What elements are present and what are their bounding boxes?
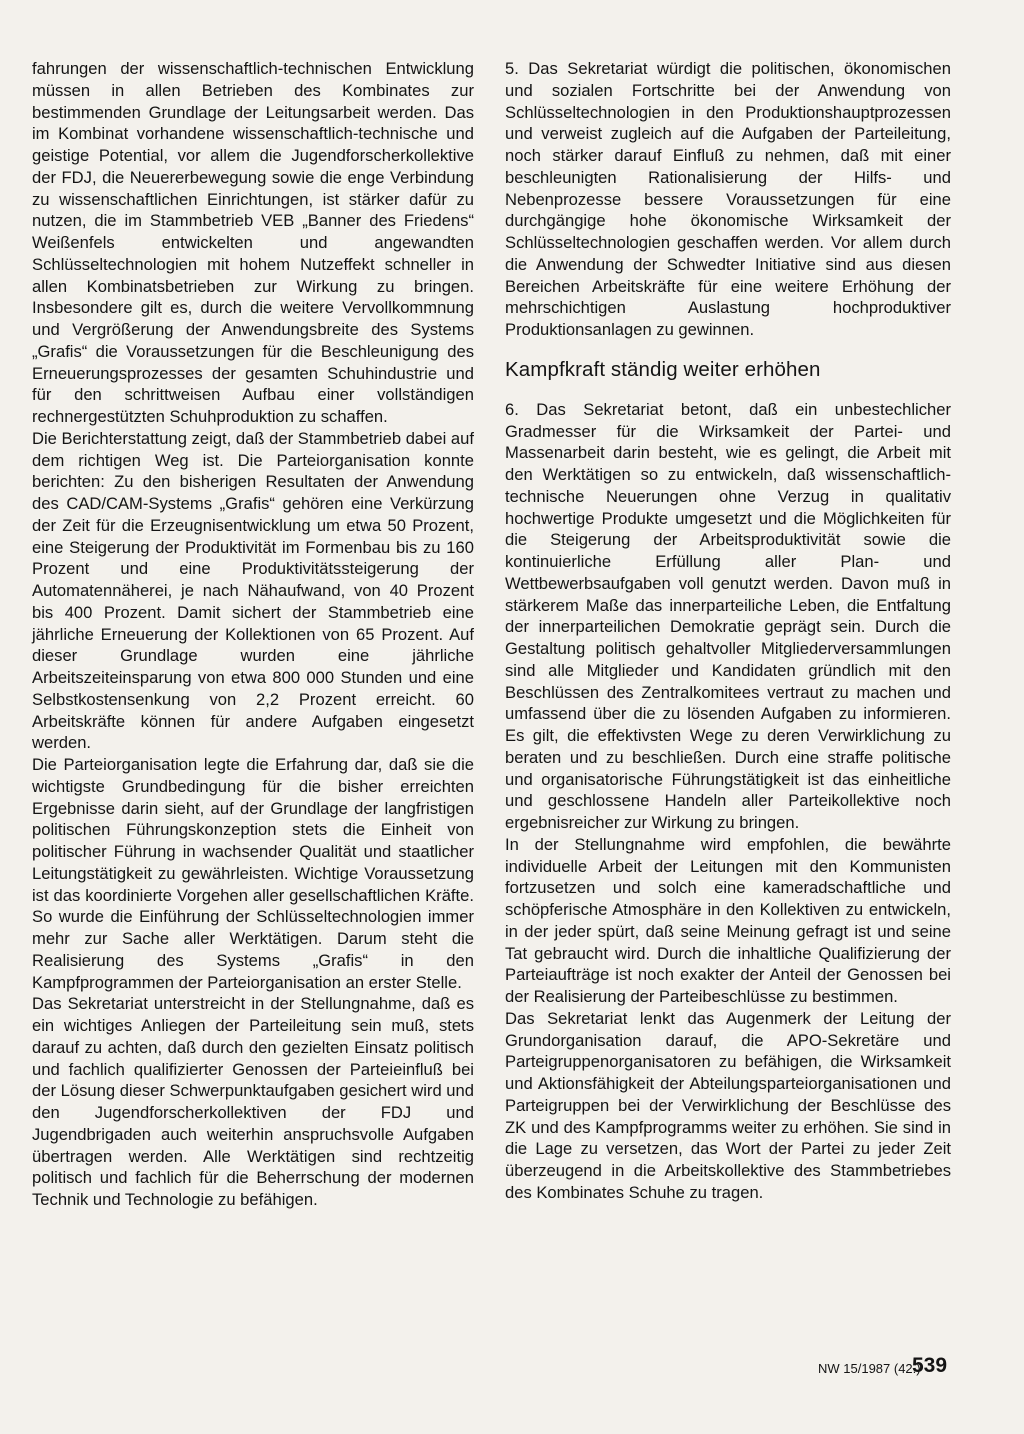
- left-column: [32, 58, 474, 1211]
- page-footer: [818, 1353, 946, 1383]
- page-number: 539: [912, 1354, 948, 1377]
- left-paragraph-1: fahrungen der wissenschaftlich-technischen Entwicklung müssen in allen Betrieben des Kombinates zur bestimmenden Grundlage der Leitungsarbeit werden. Das im Kombinat vorhandene wissenschaftlich-technische und geistige Potential, vor allem die Jugendforscherkollektive der FDJ, die Neuererbewegung sowie die enge Verbindung zu wissenschaftlichen Einrichtungen, ist stärker dafür zu nutzen, die im Stammbetrieb VEB „Banner des Friedens“ Weißenfels entwickelten und angewandten Schlüsseltechnologien mit hohem Nutzeffekt schneller in allen Kombinatsbetrieben zur Wirkung zu bringen. Insbesondere gilt es, durch die weitere Vervollkommnung und Vergrößerung der Anwendungsbreite des Systems „Grafis“ die Voraussetzungen für die Beschleunigung des Erneuerungsprozesses der gesamten Schuhindustrie und für den schrittweisen Aufbau einer vollständigen rechnergestützten Schuhproduktion zu schaffen.: [32, 59, 474, 426]
- left-paragraph-2: Die Berichterstattung zeigt, daß der Stammbetrieb dabei auf dem richtigen Weg ist. Die Parteiorganisation konnte berichten: Zu den bisherigen Resultaten der Anwendung des CAD/CAM-Systems „Grafis“ gehören eine Verkürzung der Zeit für die Erzeugnisentwicklung um etwa 50 Prozent, eine Steigerung der Produktivität im Formenbau bis zu 160 Prozent und eine Produktivitätssteigerung der Automatennäherei, je nach Nähaufwand, von 40 Prozent bis 400 Prozent. Damit sichert der Stammbetrieb eine jährliche Erneuerung der Kollektionen von 65 Prozent. Auf dieser Grundlage wurden eine jährliche Arbeitszeiteinsparung von etwa 800 000 Stunden und eine Selbstkostensenkung von 2,2 Prozent erreicht. 60 Arbeitskräfte können für andere Aufgaben eingesetzt werden.: [32, 428, 474, 753]
- right-paragraph-5: 5. Das Sekretariat würdigt die politischen, ökonomischen und sozialen Fortschritte bei der Anwendung von Schlüsseltechnologien in den Produktionshauptprozessen und verweist zugleich auf die Aufgaben der Parteileitung, noch stärker darauf Einfluß zu nehmen, daß mit einer beschleunigten Rationalisierung der Hilfs- und Nebenprozesse bessere Voraussetzungen für eine durchgängige hohe ökonomische Wirksamkeit der Schlüsseltechnologien geschaffen werden. Vor allem durch die Anwendung der Schwedter Initiative sind aus diesen Bereichen Arbeitskräfte für eine weitere Erhöhung der mehrschichtigen Auslastung hochproduktiver Produktionsanlagen zu gewinnen.: [505, 59, 951, 339]
- section-heading: Kampfkraft ständig weiter erhöhen: [505, 357, 821, 381]
- left-paragraph-4: Das Sekretariat unterstreicht in der Stellungnahme, daß es ein wichtiges Anliegen der Parteileitung sein muß, stets darauf zu achten, daß durch den gezielten Einsatz politisch und fachlich qualifizierter Genossen der Parteieinfluß bei der Lösung dieser Schwerpunktaufgaben gesichert wird und den Jugendforscherkollektiven der FDJ und Jugendbrigaden auch weiterhin anspruchsvolle Aufgaben übertragen werden. Alle Werktätigen sind rechtzeitig politisch und fachlich für die Beherrschung der modernen Technik und Technologie zu befähigen.: [32, 994, 474, 1209]
- right-column: [505, 58, 951, 1204]
- right-paragraph-8: Das Sekretariat lenkt das Augenmerk der Leitung der Grundorganisation darauf, die APO-Sekretäre und Parteigruppenorganisatoren zu befähigen, die Wirksamkeit und Aktionsfähigkeit der Abteilungsparteiorganisationen und Parteigruppen bei der Verwirklichung der Beschlüsse des ZK und des Kampfprogramms weiter zu erhöhen. Sie sind in die Lage zu versetzen, das Wort der Partei zu jeder Zeit überzeugend in die Arbeitskollektive des Stammbetriebes des Kombinates Schuhe zu tragen.: [505, 1008, 951, 1202]
- issue-reference: NW 15/1987 (42.): [818, 1361, 921, 1376]
- left-paragraph-3: Die Parteiorganisation legte die Erfahrung dar, daß sie die wichtigste Grundbedingung für die bisher erreichten Ergebnisse darin sieht, auf der Grundlage der langfristigen politischen Führungskonzeption stets die Einheit von politischer Führung in wachsender Qualität und staatlicher Leitungstätigkeit zu gewährleisten. Wichtige Voraussetzung ist das koordinierte Vorgehen aller gesellschaftlichen Kräfte. So wurde die Einführung der Schlüsseltechnologien immer mehr zur Sache aller Werktätigen. Darum steht die Realisierung des Systems „Grafis“ in den Kampfprogrammen der Parteiorganisation an erster Stelle.: [32, 755, 474, 992]
- right-paragraph-6: 6. Das Sekretariat betont, daß ein unbestechlicher Gradmesser für die Wirksamkeit der Partei- und Massenarbeit darin besteht, wie es gelingt, die Arbeit mit den Werktätigen so zu entwickeln, daß wissenschaftlich-technische Neuerungen ohne Verzug in qualitativ hochwertige Produkte umgesetzt und die Möglichkeiten für die Steigerung der Arbeitsproduktivität sowie die kontinuierliche Erfüllung aller Plan- und Wettbewerbsaufgaben voll genutzt werden. Davon muß in stärkerem Maße das innerparteiliche Leben, die Entfaltung der innerparteilichen Demokratie geprägt sein. Durch die Gestaltung politisch gehaltvoller Mitgliederversammlungen sind alle Mitglieder und Kandidaten gründlich mit den Beschlüssen des Zentralkomitees vertraut zu machen und umfassend über die zu lösenden Aufgaben zu informieren. Es gilt, die effektivsten Wege zu deren Verwirklichung zu beraten und zu beschließen. Durch eine straffe politische und organisatorische Führungstätigkeit ist das einheitliche und geschlossene Handeln aller Parteikollektive noch ergebnisreicher zur Wirkung zu bringen.: [505, 399, 951, 832]
- right-paragraph-7: In der Stellungnahme wird empfohlen, die bewährte individuelle Arbeit der Leitungen mit den Kommunisten fortzusetzen und solch eine kameradschaftliche und schöpferische Atmosphäre in den Kollektiven zu entwickeln, in der jeder spürt, daß seine Meinung gefragt ist und seine Tat gebraucht wird. Durch die inhaltliche Qualifizierung der Parteiaufträge ist noch exakter der Anteil der Genossen bei der Realisierung der Parteibeschlüsse zu bestimmen.: [505, 834, 951, 1006]
